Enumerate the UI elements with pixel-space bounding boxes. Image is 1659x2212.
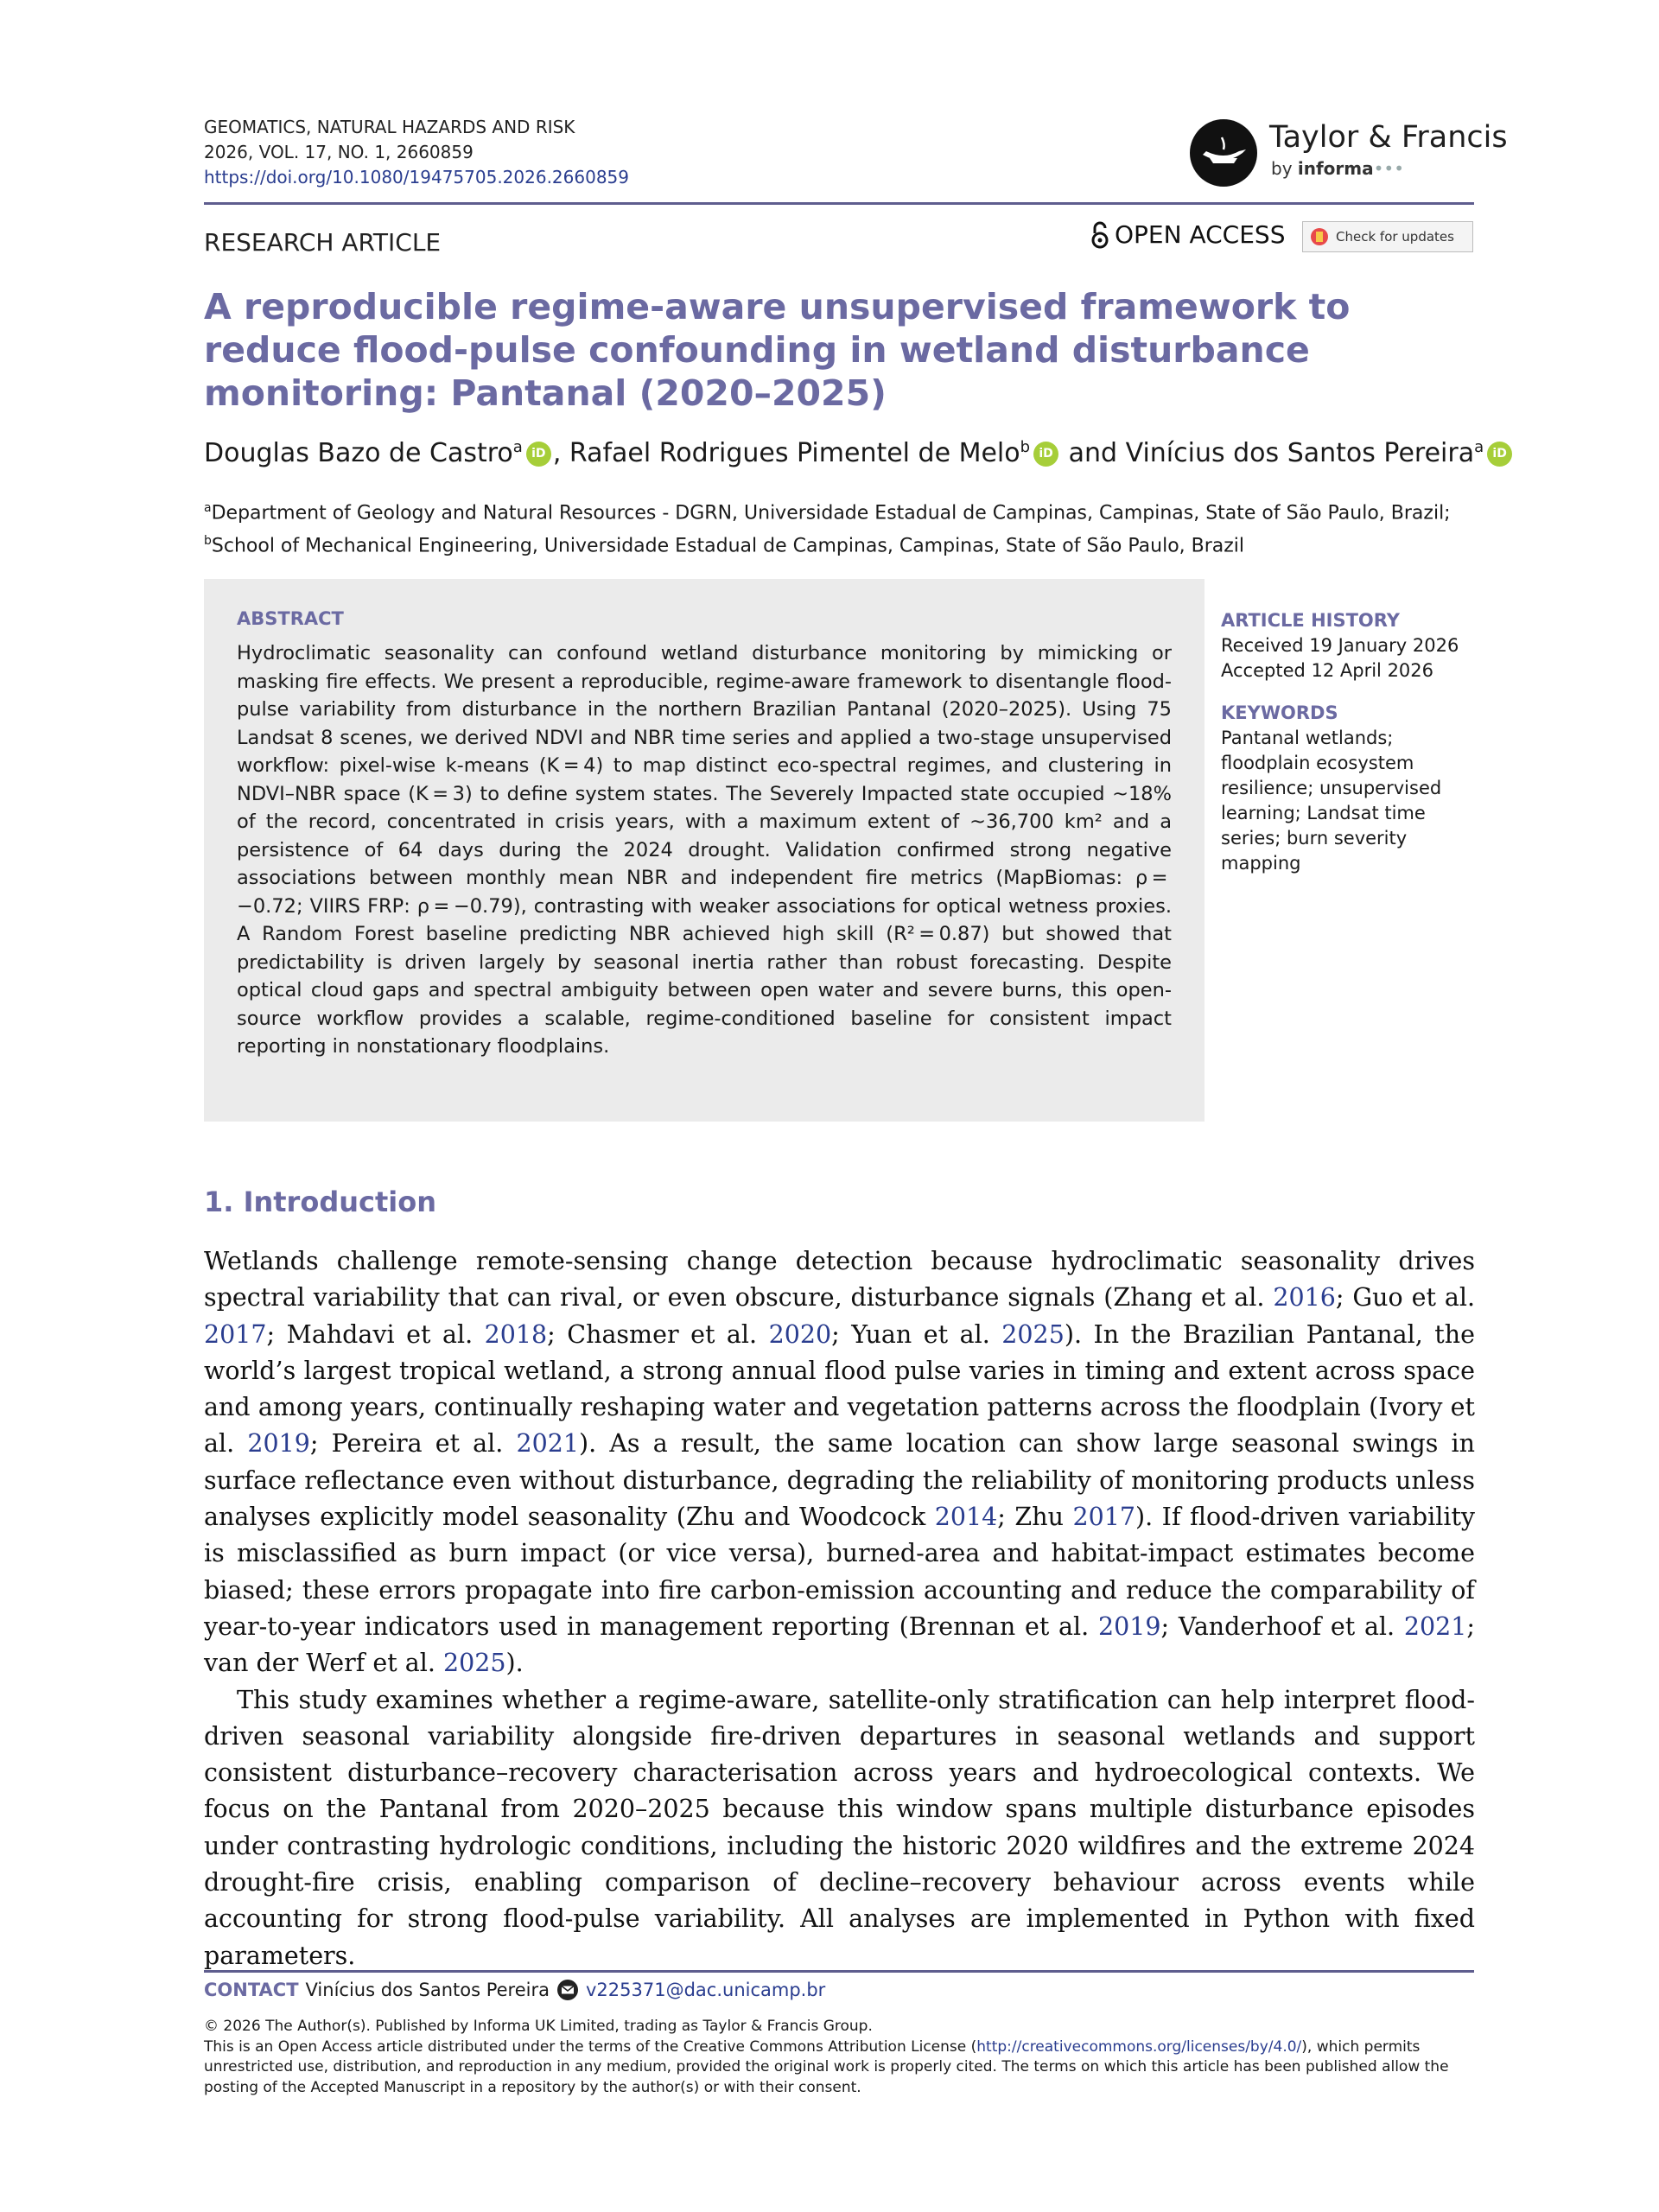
article-history-heading: ARTICLE HISTORY — [1221, 610, 1400, 631]
paragraph-text: ; Guo et al. — [1335, 1283, 1476, 1313]
affiliation-a: $^a$Department of Geology and Natural Resources - DGRN, Universidade Estadual de Campinas, Campinas, State of São Paulo, Brazil; — [204, 501, 1451, 524]
paragraph-text: ; Pereira et al. — [309, 1429, 517, 1459]
paragraph-text: ). As a result, the same location can show large seasonal swings in surface reflectance even without disturbance, degrading the reliability of monitoring products unless analyses explicitly model seasonality (Zhu and Woodcock — [204, 1429, 1475, 1532]
affiliation-marker: b — [1020, 438, 1031, 456]
citation-link[interactable]: 2014 — [934, 1503, 998, 1532]
citation-link[interactable]: 2021 — [1403, 1611, 1467, 1641]
article-type: RESEARCH ARTICLE — [204, 228, 442, 257]
citation-link[interactable]: 2019 — [1097, 1611, 1161, 1641]
author-name[interactable]: Rafael Rodrigues Pimentel de Melo — [569, 438, 1020, 468]
paragraph-text: ; Yuan et al. — [831, 1319, 1002, 1349]
publisher-parent: by informa••• — [1271, 158, 1405, 179]
author-name[interactable]: Vinícius dos Santos Pereira — [1125, 438, 1475, 468]
author-separator: , — [552, 438, 569, 468]
doi-link[interactable]: https://doi.org/10.1080/19475705.2026.2660859 — [204, 167, 630, 188]
paragraph-text: ; van der Werf et al. — [204, 1611, 1476, 1678]
affiliation-b: $^b$School of Mechanical Engineering, Universidade Estadual de Campinas, Campinas, State of São Paulo, Brazil — [204, 534, 1245, 557]
accepted-date: Accepted 12 April 2026 — [1221, 660, 1434, 681]
orcid-icon[interactable]: iD — [526, 442, 551, 467]
keywords — [1221, 701, 1480, 876]
paragraph-text: ). In the Brazilian Pantanal, the world’s largest tropical wetland, a strong annual flood pulse varies in timing and extent across space and among years, continually reshaping water and vegetation patterns across the floodplain (Ivory et al. — [204, 1319, 1475, 1459]
paragraph-text: ; Mahdavi et al. — [266, 1319, 485, 1349]
paragraph-text: ). If flood-driven variability is misclassified as burn impact (or vice versa), burned-area and habitat-impact estimates become biased; these errors propagate into fire carbon-emission accounting and reduce the comparability of year-to-year indicators used in management reporting (Brennan et al. — [204, 1503, 1475, 1641]
email-icon — [556, 1979, 579, 2001]
footer-rule — [204, 1970, 1474, 1973]
open-lock-icon — [1090, 221, 1109, 249]
paragraph-text: ). — [505, 1649, 524, 1678]
crossmark-icon — [1310, 227, 1329, 246]
citation-link[interactable]: 2017 — [1072, 1503, 1135, 1532]
open-access-badge — [1090, 220, 1285, 249]
article-history — [1221, 608, 1480, 683]
citation-link[interactable]: 2016 — [1273, 1283, 1336, 1313]
contact-email[interactable]: v225371@dac.unicamp.br — [586, 1980, 826, 2000]
header-rule — [204, 202, 1474, 205]
license-text: This is an Open Access article distributed under the terms of the Creative Commons Attribution License (http://creativecommons.org/licenses/by/4.0/), which permits unrestricted use, distribution, and reproduction in any medium, provided the original work is properly cited. The terms on which this article has been published allow the posting of the Accepted Manuscript in a repository by the author(s) or with their consent. — [204, 2037, 1449, 2096]
citation-link[interactable]: 2025 — [1001, 1319, 1065, 1349]
paragraph-text: Wetlands challenge remote-sensing change detection because hydroclimatic seasonality drives spectral variability that can rival, or even obscure, disturbance signals (Zhang et al. — [204, 1247, 1475, 1313]
introduction-paragraph-2: This study examines whether a regime-aware, satellite-only stratification can help interpret flood-driven seasonal variability alongside fire-driven departures in seasonal wetlands and support consistent disturbance–recovery characterisation across years and hydroecological contexts. We focus on the Pantanal from 2020–2025 because this window spans multiple disturbance episodes under contrasting hydrologic conditions, including the historic 2020 wildfires and the extreme 2024 drought-fire crisis, enabling comparison of decline–recovery behaviour across events while accounting for strong flood-pulse variability. All analyses are implemented in Python with fixed parameters. — [204, 1685, 1475, 1970]
paragraph-text: ; Zhu — [997, 1503, 1073, 1532]
abstract-heading: ABSTRACT — [237, 608, 344, 629]
orcid-icon[interactable]: iD — [1487, 442, 1512, 467]
author-name[interactable]: Douglas Bazo de Castro — [204, 438, 513, 468]
received-date: Received 19 January 2026 — [1221, 635, 1459, 656]
section-heading-introduction: 1. Introduction — [204, 1185, 436, 1218]
affiliation-marker: a — [1474, 438, 1484, 456]
publisher-logo[interactable] — [1189, 118, 1508, 188]
check-for-updates-button[interactable] — [1302, 221, 1473, 252]
citation-link[interactable]: 2017 — [204, 1319, 267, 1349]
introduction-paragraph-1 — [204, 1243, 1475, 1682]
author-separator: and — [1060, 438, 1126, 468]
affiliations — [204, 494, 1478, 561]
citation-link[interactable]: 2021 — [516, 1429, 580, 1459]
paragraph-text: ; Chasmer et al. — [547, 1319, 769, 1349]
journal-info — [204, 115, 629, 190]
citation-link[interactable]: 2019 — [247, 1429, 310, 1459]
journal-name: GEOMATICS, NATURAL HAZARDS AND RISK — [204, 117, 575, 137]
contact-name: Vinícius dos Santos Pereira — [305, 1980, 550, 2000]
license-link[interactable]: http://creativecommons.org/licenses/by/4.0/ — [976, 2037, 1302, 2056]
orcid-icon[interactable]: iD — [1033, 442, 1058, 467]
journal-issue: 2026, VOL. 17, NO. 1, 2660859 — [204, 142, 474, 162]
copyright-text: © 2026 The Author(s). Published by Informa UK Limited, trading as Taylor & Francis Group. — [204, 2018, 873, 2035]
taylor-francis-lamp-icon — [1189, 118, 1258, 188]
keywords-heading: KEYWORDS — [1221, 702, 1338, 723]
contact-label: CONTACT — [204, 1980, 299, 2000]
introduction-body — [204, 1243, 1475, 1974]
article-title: A reproducible regime-aware unsupervised framework to reduce flood-pulse confounding in wetland disturbance monitoring: Pantanal (2020–2025) — [204, 286, 1351, 414]
paragraph-text: ; Vanderhoof et al. — [1160, 1611, 1404, 1641]
legal-notice — [204, 2017, 1475, 2098]
citation-link[interactable]: 2018 — [484, 1319, 548, 1349]
open-access-label: OPEN ACCESS — [1115, 220, 1286, 249]
citation-link[interactable]: 2025 — [442, 1649, 506, 1678]
check-for-updates-label: Check for updates — [1336, 229, 1454, 245]
keywords-text: Pantanal wetlands; floodplain ecosystem resilience; unsupervised learning; Landsat time series; burn severity mapping — [1221, 728, 1442, 874]
publisher-name: Taylor & Francis — [1269, 120, 1508, 155]
author-list — [204, 438, 1514, 468]
contact-line — [204, 1979, 825, 2001]
affiliation-marker: a — [512, 438, 523, 456]
citation-link[interactable]: 2020 — [768, 1319, 832, 1349]
abstract-text: Hydroclimatic seasonality can confound wetland disturbance monitoring by mimicking or masking fire effects. We present a reproducible, regime-aware framework to disentangle flood-pulse variability from disturbance in the northern Brazilian Pantanal (2020–2025). Using 75 Landsat 8 scenes, we derived NDVI and NBR time series and applied a two-stage unsupervised workflow: pixel-wise k-means (K = 4) to map distinct eco-spectral regimes, and clustering in NDVI–NBR space (K = 3) to define system states. The Severely Impacted state occupied ~18% of the record, concentrated in crisis years, with a maximum extent of ~36,700 km² and a persistence of 64 days during the 2024 drought. Validation confirmed strong negative associations between monthly mean NBR and independent fire metrics (MapBiomas: ρ = −0.72; VIIRS FRP: ρ = −0.79), contrasting with weaker associations for optical wetness proxies. A Random Forest baseline predicting NBR achieved high skill (R² = 0.87) but showed that predictability is driven largely by seasonal inertia rather than robust forecasting. Despite optical cloud gaps and spectral ambiguity between open water and severe burns, this open-source workflow provides a scalable, regime-conditioned baseline for consistent impact reporting in nonstationary floodplains. — [237, 642, 1172, 1058]
